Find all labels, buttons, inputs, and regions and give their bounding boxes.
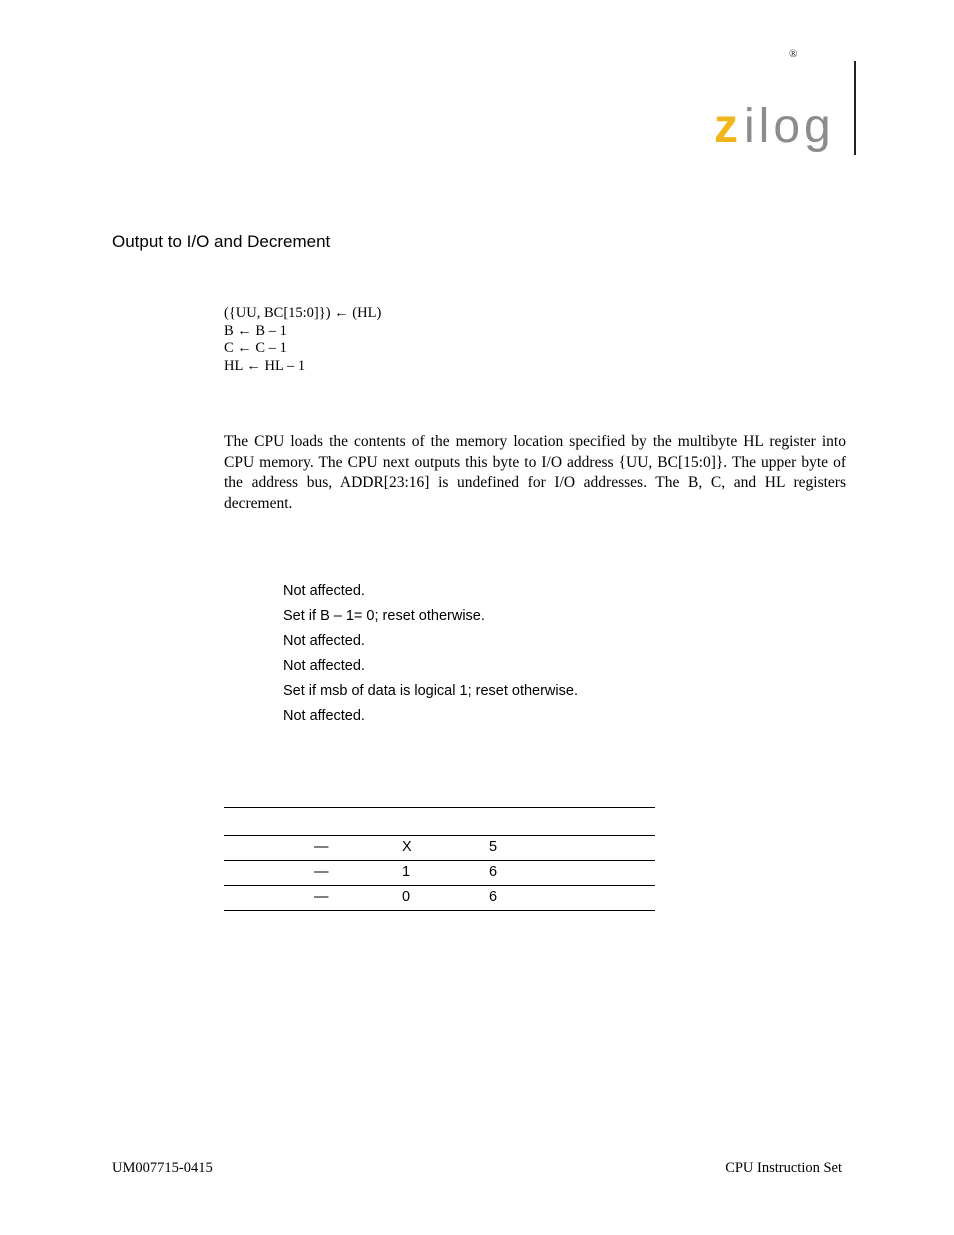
flag-description: Set if msb of data is logical 1; reset otherwise.: [283, 683, 578, 699]
flag-description: Not affected.: [283, 658, 365, 674]
footer-section-name: CPU Instruction Set: [725, 1160, 842, 1176]
svg-text:z: z: [714, 100, 738, 153]
table-cell: 6: [489, 889, 498, 905]
flag-description: Not affected.: [283, 633, 365, 649]
table-cell: 0: [402, 889, 411, 905]
flag-description: Not affected.: [283, 708, 365, 724]
table-cell: —: [314, 864, 329, 880]
cycles-table: [224, 807, 655, 911]
table-cell: 5: [489, 839, 498, 855]
table-cell: —: [314, 839, 329, 855]
table-cell: X: [402, 839, 412, 855]
table-cell: —: [314, 889, 329, 905]
zilog-logo: [714, 100, 846, 158]
operation-block: [224, 305, 381, 375]
flag-description: Not affected.: [283, 583, 365, 599]
section-title: Output to I/O and Decrement: [112, 232, 331, 251]
table-header: [224, 808, 655, 836]
operation-line: HL ← HL – 1: [224, 357, 306, 374]
operation-line: B ← B – 1: [224, 322, 287, 339]
table-row: [224, 861, 655, 886]
operation-line: C ← C – 1: [224, 340, 287, 356]
table-row: [224, 836, 655, 861]
svg-text:ilog: ilog: [744, 100, 835, 153]
description-paragraph: The CPU loads the contents of the memory location specified by the multibyte HL register into CPU memory. The CPU next outputs this byte to I/O address {UU, BC[15:0]}. The upper byte of the address bus, ADDR[23:16] is undefined for I/O addresses. The B, C, and HL registers decrement.: [224, 433, 846, 512]
condition-flags: [283, 581, 578, 731]
operation-line: ({UU, BC[15:0]}) ← (HL): [224, 305, 382, 321]
flag-description: Set if B – 1= 0; reset otherwise.: [283, 608, 485, 624]
registered-mark: ®: [789, 48, 798, 60]
table-cell: 1: [402, 864, 411, 880]
footer-doc-number: UM007715-0415: [112, 1160, 213, 1176]
table-cell: 6: [489, 864, 498, 880]
table-row: [224, 886, 655, 911]
logo-divider: [854, 61, 856, 155]
